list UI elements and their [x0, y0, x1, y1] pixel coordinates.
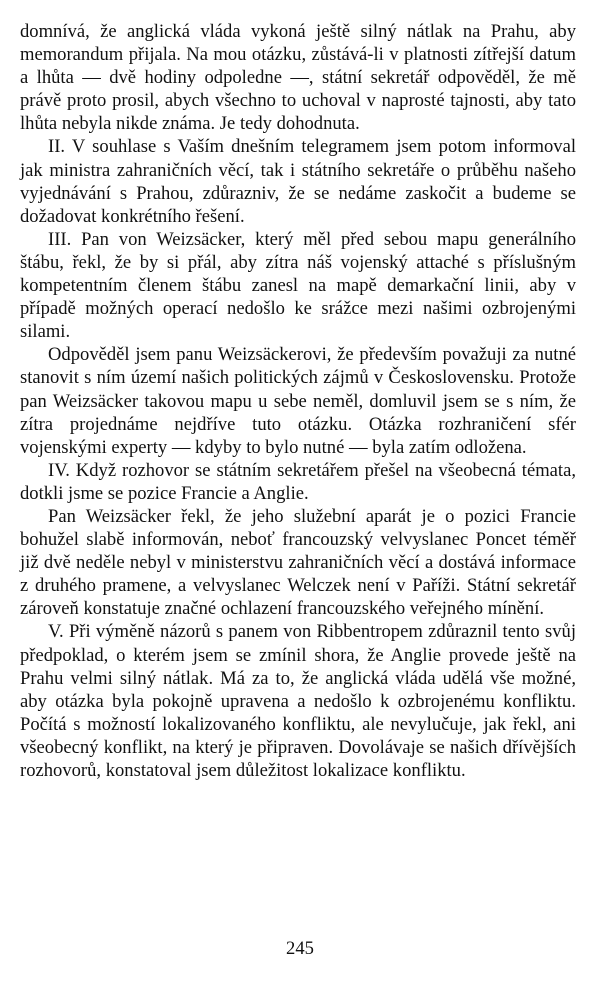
page-number: 245: [286, 938, 314, 959]
paragraph-reply-weizsaecker: Odpověděl jsem panu Weizsäckerovi, že především považuji za nutné stanovit s ním území našich politických zájmů v Československu. Protože pan Weizsäcker takovou mapu u sebe neměl, domluvil jsem se s ním, že zítra projednáme nejdříve tuto otázku. Otázka rozhraničení sfér vojenskými experty — kdyby to bylo nutné — byla zatím odložena.: [20, 344, 576, 458]
paragraph-section-3: III. Pan von Weizsäcker, který měl před sebou mapu generálního štábu, řekl, že by si přál, aby zítra náš vojenský attaché s příslušným kompetentním členem štábu zanesl na mapě demarkační linii, aby v případě možných operací nedošlo ke srážce mezi našimi ozbrojenými silami.: [20, 228, 576, 343]
paragraph-continuation: domnívá, že anglická vláda vykoná ještě silný nátlak na Prahu, aby memorandum přijala. Na mou otázku, zůstává-li v platnosti zítřejší datum a lhůta — dvě hodiny odpoledne —, státní sekretář odpověděl, že mě právě proto prosil, abych všechno to uchoval v naprosté tajnosti, aby tato lhůta nebyla nikde známa. Je tedy dohodnuta.: [20, 21, 576, 135]
paragraph-section-5: V. Při výměně názorů s panem von Ribbentropem zdůraznil tento svůj předpoklad, o kterém jsem se zmínil shora, že Anglie provede ještě na Prahu velmi silný nátlak. Má za to, že anglická vláda udělá vše možné, aby otázka byla pokojně upravena a nedošlo k ozbrojenému konfliktu. Počítá s možností lokalizovaného konfliktu, ale nevylučuje, jak řekl, ani všeobecný konflikt, na který je připraven. Dovolávaje se našich dřívějších rozhovorů, konstatoval jsem důležitost lokalizace konfliktu.: [20, 621, 576, 781]
paragraph-section-4: IV. Když rozhovor se státním sekretářem přešel na všeobecná témata, dotkli jsme se pozice Francie a Anglie.: [20, 459, 576, 504]
paragraph-france-position: Pan Weizsäcker řekl, že jeho služební aparát je o pozici Francie bohužel slabě informován, neboť francouzský velvyslanec Poncet téměř již dvě neděle nebyl v ministerstvu zahraničních věcí a dostává informace z druhého pramene, a velvyslanec Welczek není v Paříži. Státní sekretář zároveň konstatuje značné ochlazení francouzského veřejného mínění.: [20, 505, 576, 620]
paragraph-section-2: II. V souhlase s Vaším dnešním telegramem jsem potom informoval jak ministra zahraničních věcí, tak i státního sekretáře o průběhu našeho vyjednávání s Prahou, zdůrazniv, že se nedáme zaskočit a budeme se dožadovat konkrétního řešení.: [20, 136, 576, 227]
page-body: [20, 20, 576, 782]
